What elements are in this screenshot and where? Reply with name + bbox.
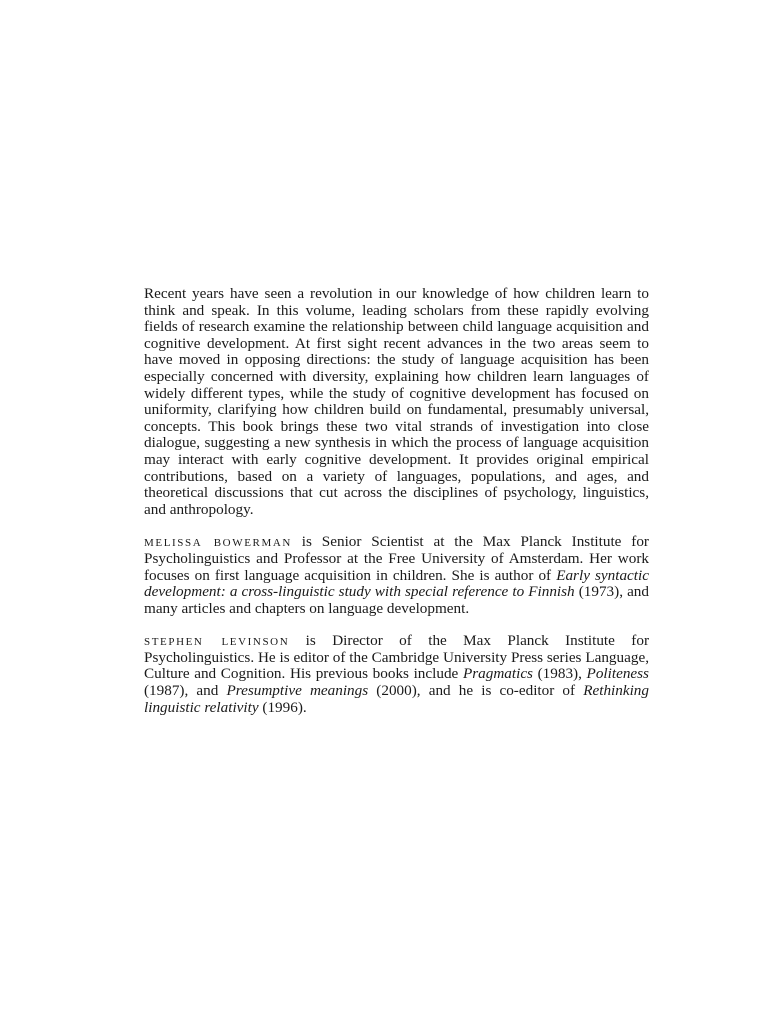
- book-title: Presumptive meanings: [226, 682, 369, 700]
- author-bio-levinson: [144, 633, 649, 716]
- book-title: Politeness: [586, 665, 649, 683]
- book-title: Rethinking linguistic relativity: [144, 682, 649, 716]
- blurb-text-block: [144, 286, 649, 716]
- author-name-levinson: stephen levinson: [144, 632, 290, 650]
- bio-text: (2000), and he is co-editor of: [368, 682, 584, 700]
- book-title: Early syntactic development: a cross-linguistic study with special reference to Finnish: [144, 566, 649, 601]
- author-name-bowerman: melissa bowerman: [144, 533, 292, 551]
- bio-text: (1973), and many articles and chapters on language development.: [144, 583, 649, 617]
- book-title: Pragmatics: [462, 665, 533, 683]
- bio-text: (1983),: [532, 665, 587, 683]
- bio-text: is Director of the Max Planck Institute for Psycholinguistics. He is editor of the Cambridge University Press series Language, Culture and Cognition. His previous books include: [144, 632, 649, 683]
- author-bio-bowerman: [144, 534, 649, 617]
- bio-text: (1987), and: [144, 682, 227, 700]
- bio-text: is Senior Scientist at the Max Planck Institute for Psycholinguistics and Professor at the Free University of Amsterdam. Her work focuses on first language acquisition in children. She is author of: [144, 533, 649, 584]
- description-paragraph: Recent years have seen a revolution in our knowledge of how children learn to think and speak. In this volume, leading scholars from these rapidly evolving fields of research examine the relationship between child language acquisition and cognitive development. At first sight recent advances in the two areas seem to have moved in opposing directions: the study of language acquisition has been especially concerned with diversity, explaining how children learn languages of widely different types, while the study of cognitive development has focused on uniformity, clarifying how children build on fundamental, presumably universal, concepts. This book brings these two vital strands of investigation into close dialogue, suggesting a new synthesis in which the process of language acquisition may interact with early cognitive development. It provides original empirical contributions, based on a variety of languages, populations, and ages, and theoretical discussions that cut across the disciplines of psychology, linguistics, and anthropology.: [144, 285, 649, 518]
- bio-text: (1996).: [258, 698, 307, 716]
